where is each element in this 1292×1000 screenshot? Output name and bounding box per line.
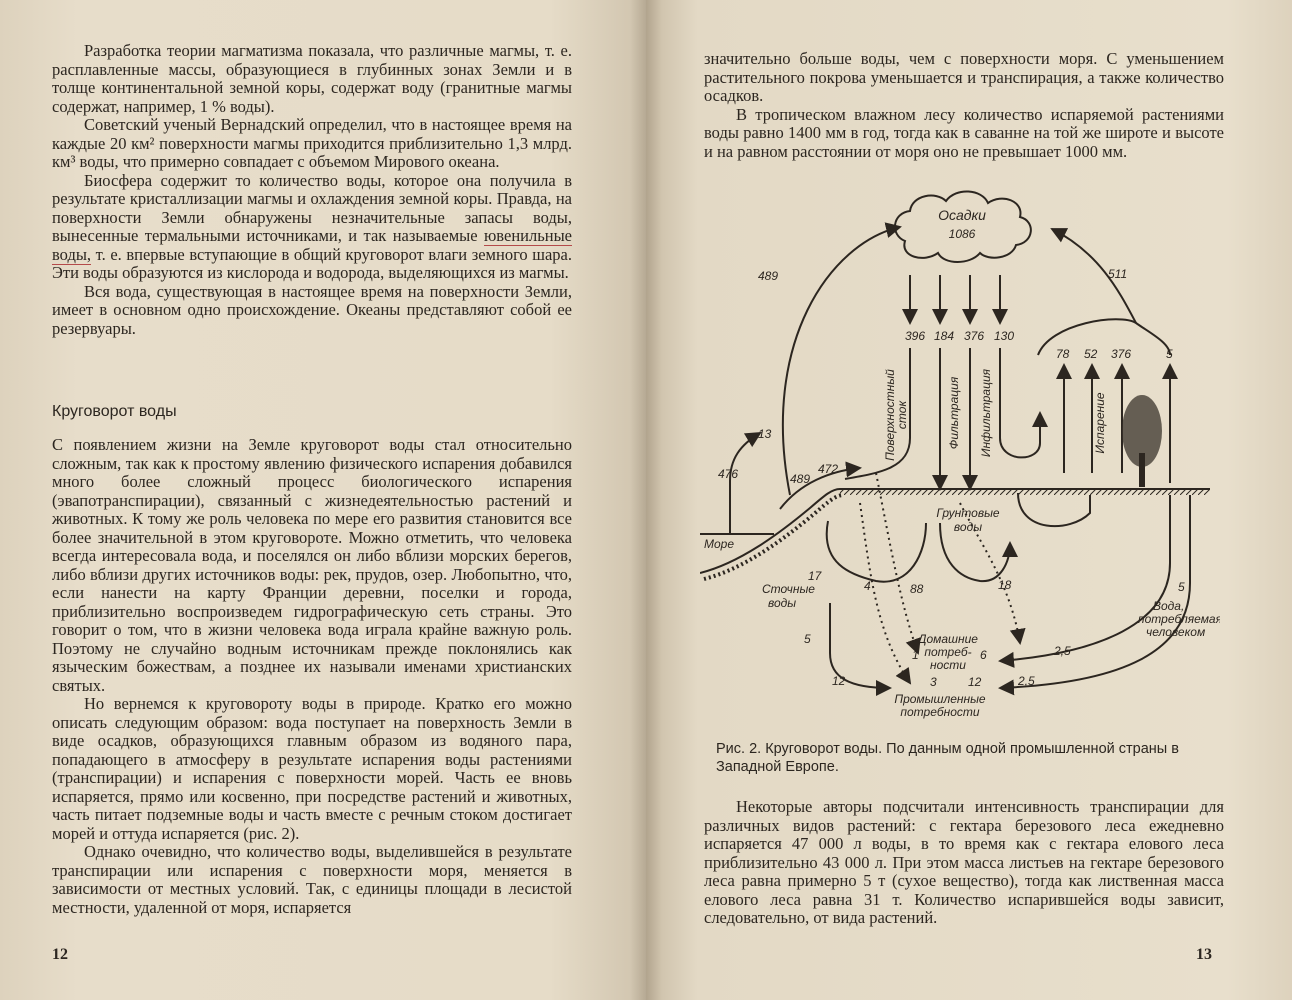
section-heading: Круговорот воды — [52, 403, 177, 420]
value-label: 88 — [910, 582, 924, 596]
value-label: 13 — [758, 427, 772, 441]
right-page — [646, 0, 1292, 1000]
paragraph: Некоторые авторы подсчитали интенсивность транспирации для различных видов растений: с гектара березового леса ежедневно испаряется 47 000 л воды, в то время как с гектара елового леса приблизительно 43 000 л. При этом масса листьев на гектаре березового леса равна примерно 5 т (сухое вещество), тогда как лиственная масса елового леса равна 31 т. Количество испарившейся воды зависит, следовательно, от вида растений. — [704, 797, 1224, 927]
value-label: 2,5 — [1054, 644, 1071, 658]
human-consumption-label: Вода, — [1153, 599, 1185, 613]
industrial-needs-label: Промышленные — [894, 692, 986, 706]
paragraph: Вся вода, существующая в настоящее время на поверхности Земли, имеет в основном одно происхождение. Океаны представляют собой ее резервуары. — [52, 281, 572, 338]
human-consumption-label: потребляемая — [1138, 612, 1220, 626]
value-label: 376 — [964, 329, 985, 343]
page-number: 12 — [52, 946, 68, 963]
coast-slope — [700, 489, 840, 573]
sewage-label: Сточные — [762, 582, 815, 596]
value-label: 18 — [998, 578, 1012, 592]
tree-icon — [1122, 395, 1162, 487]
value-label: 5 — [1178, 580, 1185, 594]
value-label: 476 — [718, 467, 739, 481]
left-text-block-2 — [52, 436, 572, 917]
paragraph: В тропическом влажном лесу количество испаряемой растениями воды равно 1400 мм в год, тогда как в саванне на той же широте и высоте и на равном расстоянии от моря оно не превышает 1000 мм. — [704, 104, 1224, 161]
value-label: 6 — [980, 648, 987, 662]
value-label: 5 — [804, 632, 811, 646]
value-label: 17 — [808, 569, 822, 583]
page-number: 13 — [1196, 946, 1212, 963]
value-label: 489 — [758, 269, 779, 283]
paragraph: Но вернемся к круговороту воды в природе. Кратко его можно описать следующим образом: вода поступает на поверхность Земли в виде осадков, образующихся главным образом из водяного пара, попадающего в атмосферу в результате испарения воды растениями (транспирации) и испарения с поверхности морей. Часть ее вновь испаряется, прямо или косвенно, при посредстве растений и животных, часть питает подземные воды и часть вместе с речным стоком достигает морей и оттуда испаряется (рис. 2). — [52, 694, 572, 843]
value-label: 376 — [1111, 347, 1132, 361]
value-label: 12 — [968, 675, 982, 689]
paragraph: Однако очевидно, что количество воды, выделившейся в результате транспирации или испарения с поверхности моря, меняется в зависимости от местных условий. Так, с единицы площади в лесистой местности, удаленной от моря, испаряется — [52, 842, 572, 917]
value-label: 2,5 — [1018, 674, 1035, 688]
value-label: 5 — [1166, 347, 1173, 361]
value-label: 3 — [930, 675, 937, 689]
infiltration-label: Инфильтрация — [979, 368, 993, 458]
water-cycle-diagram — [700, 183, 1220, 723]
paragraph — [52, 172, 572, 283]
value-label: 184 — [934, 329, 955, 343]
surface-runoff-label: сток — [895, 400, 909, 430]
left-text-block-1 — [52, 42, 572, 338]
sea-label: Море — [704, 537, 735, 551]
value-label: 130 — [994, 329, 1015, 343]
text-run: Биосфера содержит то количество воды, которое она получила в результате кристаллизации магмы и охлаждения земной коры. Правда, на поверхности Земли обнаружены незначительные запасы воды, вынесенные термальными источниками, и так называемые — [52, 170, 572, 245]
groundwater-label: Грунтовые — [936, 506, 1000, 520]
value-label: 78 — [1056, 347, 1070, 361]
evaporation-label: Испарение — [1093, 392, 1107, 454]
domestic-needs-label: Домашние — [918, 632, 978, 646]
industrial-needs-label: потребности — [900, 705, 980, 719]
domestic-needs-label: потреб- — [924, 645, 972, 659]
value-label: 4 — [864, 579, 871, 593]
value-label: 489 — [790, 472, 811, 486]
water-cycle-figure — [700, 183, 1220, 728]
surface-runoff-label: Поверхностный — [883, 369, 897, 461]
value-label: 12 — [832, 674, 846, 688]
groundwater-label: воды — [953, 520, 983, 534]
right-text-block-1 — [704, 50, 1224, 161]
figure-caption: Рис. 2. Круговорот воды. По данным одной промышленной страны в Западной Европе. — [716, 741, 1179, 775]
paragraph: значительно больше воды, чем с поверхности моря. С уменьшением растительного покрова уменьшается и транспирация, а также количество осадков. — [704, 49, 1224, 105]
text-run: т. е. впервые вступающие в общий круговорот влаги земного шара. Эти воды образуются из кислорода и водорода, выделяющихся из магмы. — [52, 244, 572, 282]
value-label: 511 — [1108, 267, 1128, 281]
sewage-label: воды — [768, 596, 797, 610]
value-label: 472 — [818, 462, 839, 476]
paragraph: Разработка теории магматизма показала, что различные магмы, т. е. расплавленные массы, образующиеся в глубинных зонах Земли и в толще континентальной земной коры, содержат воду (гранитные магмы содержат, например, 1 % воды). — [52, 41, 572, 116]
domestic-needs-label: ности — [930, 658, 966, 672]
paragraph: Советский ученый Вернадский определил, что в настоящее время на каждые 20 км² поверхности магмы приходится приблизительно 1,3 млрд. км³ воды, что примерно совпадает с объемом Мирового океана. — [52, 115, 572, 171]
right-text-block-2 — [704, 798, 1224, 928]
book-gutter — [630, 0, 662, 1000]
underlined-term: ювенильные воды, — [52, 226, 572, 264]
cloud-title: Осадки — [938, 207, 986, 223]
value-label: 52 — [1084, 347, 1098, 361]
human-consumption-label: человеком — [1146, 625, 1206, 639]
value-label: 396 — [905, 329, 926, 343]
filtration-label: Фильтрация — [947, 376, 961, 450]
paragraph: С появлением жизни на Земле круговорот воды стал относительно сложным, так как к простому явлению физического испарения добавился много более сложный процесс биологического испарения (эвапотранспирации), связанный с жизнедеятельностью растений и животных. К тому же роль человека по мере его развития становится все более значительной в этом круговороте. Можно отметить, что человека всегда интересовала вода, и поселялся он либо вблизи морских берегов, либо вблизи других источников воды: рек, прудов, озер. Любопытно, что, если нанести на карту Франции деревни, поселки и города, приблизительно воспроизведем гидрографическую сеть страны. Это говорит о том, что в жизни человека вода играла крайне важную роль. Поэтому не случайно водным источникам прежде поклонялись как языческим божествам, а позднее их называли именами христианских святых. — [52, 435, 572, 695]
value-label: 1 — [912, 648, 919, 662]
cloud-value: 1086 — [948, 227, 976, 241]
